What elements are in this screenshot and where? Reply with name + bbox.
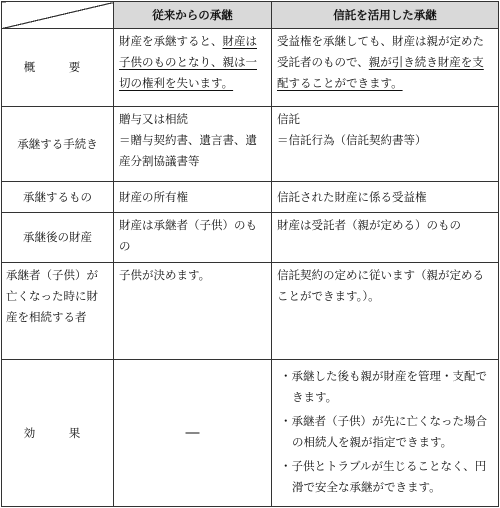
table-row	[2, 360, 499, 507]
header-trust: 信託を活用した承継	[272, 2, 499, 29]
row-label-procedure: 承継する手続き	[2, 107, 114, 182]
comparison-table	[1, 1, 499, 507]
header-traditional: 従来からの承継	[114, 2, 272, 29]
effect-trust	[272, 360, 499, 507]
header-row	[2, 2, 499, 29]
table-row	[2, 107, 499, 182]
table-row	[2, 213, 499, 263]
row-label-successor-death: 承継者（子供）が亡くなった時に財産を相続する者	[2, 263, 114, 360]
effect-list	[272, 360, 498, 503]
table-row	[2, 182, 499, 213]
successor-death-trust: 信託契約の定めに従います（親が定めることができます。）。	[272, 263, 499, 360]
row-label-inherited-item: 承継するもの	[2, 182, 114, 213]
row-label-effect: 効 果	[2, 360, 114, 507]
inherited-item-traditional: 財産の所有権	[114, 182, 272, 213]
corner-cell	[2, 2, 114, 29]
em-dash: ―	[185, 424, 200, 441]
list-item: ・承継した後も親が財産を管理・支配できます。	[280, 369, 487, 404]
row-label-property-after: 承継後の財産	[2, 213, 114, 263]
effect-traditional	[114, 360, 272, 507]
overview-trust: 受益権を承継しても、財産は親が定めた受託者のもので、親が引き続き財産を支配することができます。	[272, 29, 499, 107]
row-label-overview: 概 要	[2, 29, 114, 107]
table-row	[2, 29, 499, 107]
overview-traditional: 財産を承継すると、財産は子供のものとなり、親は一切の権利を失います。	[114, 29, 272, 107]
procedure-trust: 信託 ＝信託行為（信託契約書等）	[272, 107, 499, 182]
inherited-item-trust: 信託された財産に係る受益権	[272, 182, 499, 213]
list-item: ・承継者（子供）が先に亡くなった場合の相続人を親が指定できます。	[280, 414, 487, 449]
list-item: ・子供とトラブルが生じることなく、円滑で安全な承継ができます。	[280, 459, 487, 494]
table-row	[2, 263, 499, 360]
property-after-traditional: 財産は承継者（子供）のもの	[114, 213, 272, 263]
successor-death-traditional: 子供が決めます。	[114, 263, 272, 360]
procedure-traditional: 贈与又は相続 ＝贈与契約書、遺言書、遺産分割協議書等	[114, 107, 272, 182]
property-after-trust: 財産は受託者（親が定める）のもの	[272, 213, 499, 263]
